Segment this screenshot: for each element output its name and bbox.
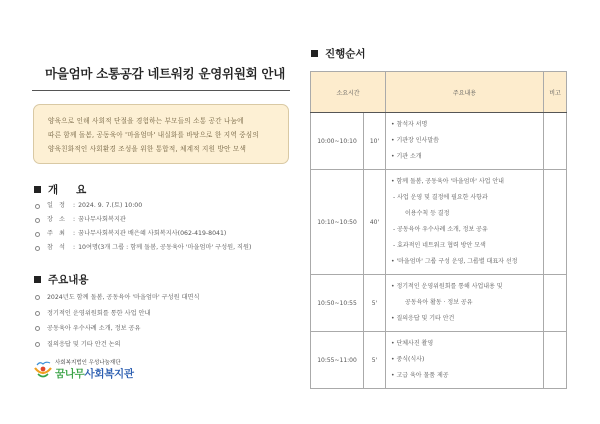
table-row bbox=[311, 332, 567, 389]
circle-bullet-icon bbox=[35, 295, 40, 300]
circle-bullet-icon bbox=[35, 232, 40, 237]
time-cell: 10:10~10:50 bbox=[311, 170, 364, 275]
document-title: 마을엄마 소통공감 네트워킹 운영위원회 안내 bbox=[45, 66, 285, 81]
main-content-heading-text: 주요내용 bbox=[48, 274, 89, 286]
intro-box bbox=[33, 104, 289, 164]
circle-bullet-icon bbox=[35, 204, 40, 209]
logo-emblem-icon bbox=[33, 360, 53, 380]
overview-label: 주최 bbox=[47, 230, 71, 237]
content-subitem: - 사업 운영 및 결정에 필요한 사항과 bbox=[393, 194, 488, 201]
main-content-item bbox=[34, 337, 199, 353]
table-row bbox=[311, 113, 567, 170]
logo-name-part1: 꿈나무 bbox=[55, 368, 85, 380]
circle-bullet-icon bbox=[35, 218, 40, 223]
time-cell: 10:00~10:10 bbox=[311, 113, 364, 170]
content-cell bbox=[386, 275, 544, 332]
overview-value: 꿈나무사회복지관 배은혜 사회복지사(062-419-8041) bbox=[78, 230, 227, 237]
time-cell: 10:55~11:00 bbox=[311, 332, 364, 389]
table-row bbox=[311, 275, 567, 332]
main-content-item bbox=[34, 321, 199, 337]
main-content-heading bbox=[34, 272, 89, 287]
logo-name bbox=[55, 366, 134, 381]
note-cell bbox=[544, 275, 567, 332]
overview-value: 10여명(3개 그룹 : 함께 돌봄, 공동육아 '마을엄마' 구성원, 직원) bbox=[78, 244, 252, 251]
content-item: • 질의응답 및 기타 안건 bbox=[391, 315, 455, 322]
circle-bullet-icon bbox=[35, 311, 40, 316]
colon: : bbox=[73, 230, 76, 237]
duration-cell: 5' bbox=[364, 275, 386, 332]
content-cell bbox=[386, 332, 544, 389]
content-item: • 함께 돌봄, 공동육아 '마을엄마' 사업 안내 bbox=[391, 178, 504, 185]
content-item: • '마을엄마' 그룹 구성 운영, 그룹별 대표자 선정 bbox=[391, 258, 518, 265]
overview-item bbox=[34, 213, 251, 227]
overview-item bbox=[34, 199, 251, 213]
overview-value: 2024. 9. 7.(토) 10:00 bbox=[78, 202, 143, 209]
intro-line: 따른 함께 돌봄, 공동육아 '마을엄마' 내실화를 바탕으로 한 지역 중심의 bbox=[48, 131, 259, 139]
circle-bullet-icon bbox=[35, 246, 40, 251]
colon: : bbox=[73, 244, 76, 251]
title-rule bbox=[32, 90, 290, 91]
content-subitem: - 효과적인 네트워크 협력 방안 모색 bbox=[393, 242, 486, 249]
overview-value: 꿈나무사회복지관 bbox=[78, 216, 126, 223]
note-cell bbox=[544, 170, 567, 275]
logo-subtitle: 사회복지법인 우성나눔재단 bbox=[55, 360, 121, 366]
overview-heading-text: 개요 bbox=[48, 184, 105, 196]
content-cell bbox=[386, 170, 544, 275]
column-header-note: 비고 bbox=[544, 72, 567, 113]
content-subitem: - 공동육아 우수사례 소개, 정보 공유 bbox=[393, 226, 488, 233]
schedule-table bbox=[310, 71, 567, 389]
main-content-item bbox=[34, 290, 199, 306]
colon: : bbox=[73, 216, 76, 223]
content-item: • 기관장 인사말씀 bbox=[391, 137, 439, 144]
main-content-text: 정기적인 운영위원회를 통한 사업 안내 bbox=[47, 309, 151, 317]
square-bullet-icon bbox=[34, 186, 41, 193]
duration-cell: 10' bbox=[364, 113, 386, 170]
content-item: • 참석자 서명 bbox=[391, 121, 428, 128]
table-row bbox=[311, 170, 567, 275]
duration-cell: 5' bbox=[364, 332, 386, 389]
intro-line: 양육으로 인해 사회적 단절을 경험하는 부모들의 소통 공간 나눔에 bbox=[48, 117, 244, 125]
schedule-heading bbox=[311, 46, 366, 61]
circle-bullet-icon bbox=[35, 342, 40, 347]
time-cell: 10:50~10:55 bbox=[311, 275, 364, 332]
note-cell bbox=[544, 332, 567, 389]
table-header-row bbox=[311, 72, 567, 113]
content-item: • 기관 소개 bbox=[391, 153, 422, 160]
main-content-text: 공동육아 우수사례 소개, 정보 공유 bbox=[47, 325, 141, 332]
overview-label: 일정 bbox=[47, 202, 71, 209]
intro-line: 양육친화적인 사회환경 조성을 위한 통합적, 체계적 지원 방안 모색 bbox=[48, 145, 247, 153]
overview-label: 참석 bbox=[47, 244, 71, 251]
colon: : bbox=[73, 202, 76, 209]
main-content-text: 질의응답 및 기타 안건 논의 bbox=[47, 340, 121, 348]
circle-bullet-icon bbox=[35, 326, 40, 331]
content-item: • 중식(식사) bbox=[391, 356, 425, 363]
note-cell bbox=[544, 113, 567, 170]
main-content-text: 2024년도 함께 돌봄, 공동육아 '마을엄마' 구성원 대면식 bbox=[47, 294, 200, 301]
square-bullet-icon bbox=[34, 276, 41, 283]
column-header-time: 소요시간 bbox=[311, 72, 386, 113]
content-continuation: 이용수칙 등 결정 bbox=[405, 210, 450, 217]
content-item: • 정기적인 운영위원회를 통해 사업내용 및 bbox=[391, 283, 503, 290]
content-item: • 단체사진 촬영 bbox=[391, 340, 434, 347]
overview-label: 장소 bbox=[47, 216, 71, 223]
overview-heading bbox=[34, 182, 104, 197]
content-cell bbox=[386, 113, 544, 170]
overview-item bbox=[34, 227, 251, 241]
duration-cell: 40' bbox=[364, 170, 386, 275]
main-content-item bbox=[34, 306, 199, 322]
overview-list bbox=[34, 199, 251, 255]
overview-item bbox=[34, 241, 251, 255]
logo-name-part2: 사회복지관 bbox=[84, 368, 134, 380]
content-item: • 고급 육아 물품 제공 bbox=[391, 372, 449, 379]
organization-logo bbox=[33, 356, 143, 382]
square-bullet-icon bbox=[311, 50, 318, 57]
column-header-content: 주요내용 bbox=[386, 72, 544, 113]
schedule-heading-text: 진행순서 bbox=[325, 48, 366, 60]
main-content-list bbox=[34, 290, 199, 352]
content-continuation: 공동육아 활동 · 정보 공유 bbox=[405, 299, 473, 306]
